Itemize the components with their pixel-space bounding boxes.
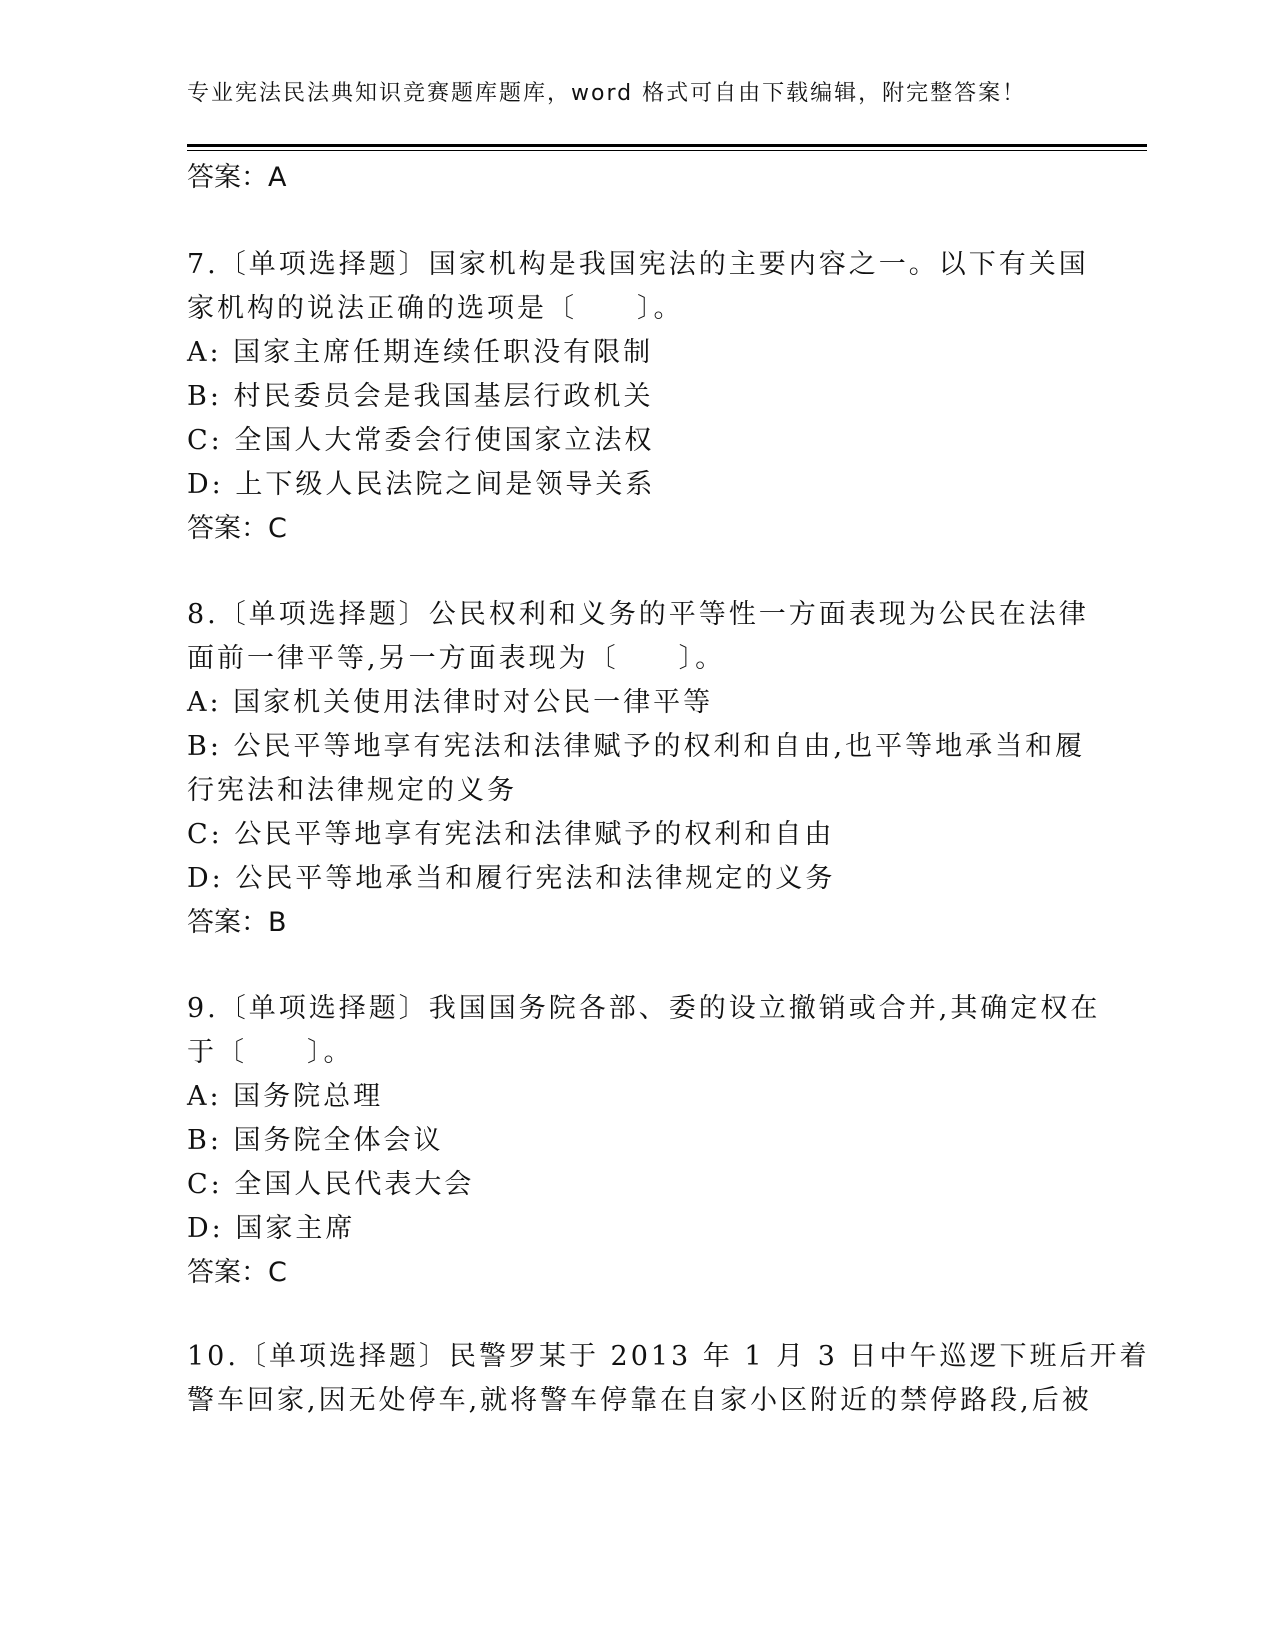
question-9-option-b: B: 国务院全体会议 [187, 1125, 444, 1156]
header-divider-thin [187, 150, 1147, 151]
header-divider-thick [187, 144, 1147, 147]
previous-answer: 答案：A [187, 162, 287, 193]
question-7-option-c: C: 全国人大常委会行使国家立法权 [187, 425, 655, 456]
question-9-option-a: A: 国务院总理 [187, 1081, 384, 1112]
question-7-option-a: A: 国家主席任期连续任职没有限制 [187, 337, 654, 368]
question-8-text-line-1: 8.〔单项选择题〕公民权利和义务的平等性一方面表现为公民在法律 [187, 599, 1089, 630]
question-7-option-d: D: 上下级人民法院之间是领导关系 [187, 469, 656, 500]
question-9-text-line-2: 于〔 〕。 [187, 1037, 354, 1068]
question-8-text-line-2: 面前一律平等,另一方面表现为〔 〕。 [187, 643, 726, 674]
question-7-option-b: B: 村民委员会是我国基层行政机关 [187, 381, 654, 412]
question-10-text-line-1: 10.〔单项选择题〕民警罗某于 2013 年 1 月 3 日中午巡逻下班后开着 [187, 1341, 1150, 1372]
question-8-option-a: A: 国家机关使用法律时对公民一律平等 [187, 687, 714, 718]
question-9-option-c: C: 全国人民代表大会 [187, 1169, 475, 1200]
question-7-text-line-1: 7.〔单项选择题〕国家机构是我国宪法的主要内容之一。以下有关国 [187, 249, 1089, 280]
question-8-option-d: D: 公民平等地承当和履行宪法和法律规定的义务 [187, 863, 836, 894]
question-10-text-line-2: 警车回家,因无处停车,就将警车停靠在自家小区附近的禁停路段,后被 [187, 1385, 1092, 1416]
question-9-option-d: D: 国家主席 [187, 1213, 356, 1244]
question-7-text-line-2: 家机构的说法正确的选项是〔 〕。 [187, 293, 684, 324]
question-7-answer: 答案：C [187, 513, 287, 544]
question-9-text-line-1: 9.〔单项选择题〕我国国务院各部、委的设立撤销或合并,其确定权在 [187, 993, 1101, 1024]
question-8-answer: 答案：B [187, 907, 287, 938]
page-header: 专业宪法民法典知识竞赛题库题库，word 格式可自由下载编辑，附完整答案！ [187, 81, 1027, 106]
question-8-option-b-line-1: B: 公民平等地享有宪法和法律赋予的权利和自由,也平等地承当和履 [187, 731, 1086, 762]
question-8-option-b-line-2: 行宪法和法律规定的义务 [187, 775, 517, 806]
question-9-answer: 答案：C [187, 1257, 287, 1288]
question-8-option-c: C: 公民平等地享有宪法和法律赋予的权利和自由 [187, 819, 835, 850]
